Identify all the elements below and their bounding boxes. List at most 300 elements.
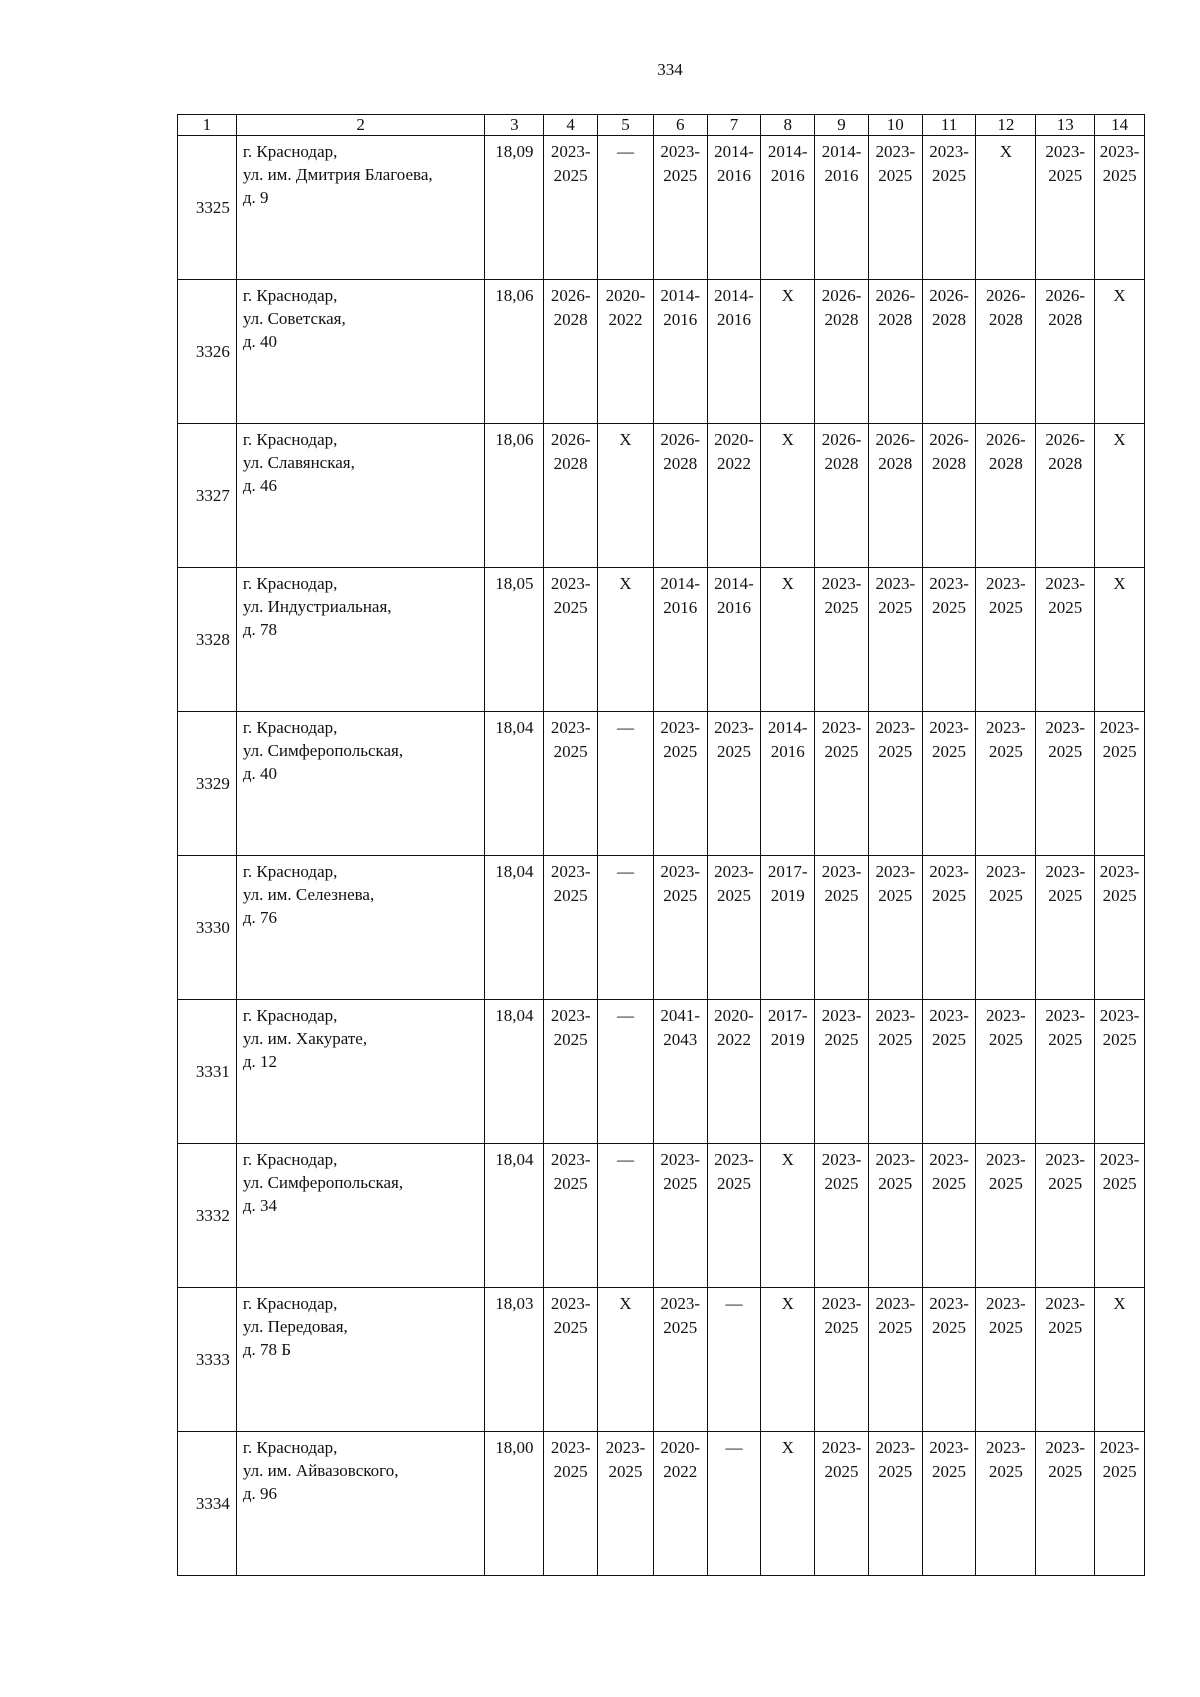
cell-line: 2023- xyxy=(1099,1150,1140,1169)
period-cell-col-14 xyxy=(1095,1432,1145,1576)
cell-line: 2026- xyxy=(1045,430,1086,449)
period-cell-col-6 xyxy=(653,1000,707,1144)
column-header-10: 10 xyxy=(868,115,922,136)
period-cell-col-10 xyxy=(868,856,922,1000)
address-line: ул. Симферопольская, xyxy=(242,1173,404,1192)
period-cell-col-13 xyxy=(1036,1288,1095,1432)
period-cell-col-8 xyxy=(761,712,815,856)
table-row xyxy=(178,568,1145,712)
address-line: г. Краснодар, xyxy=(242,142,338,161)
cell-line: 2023- xyxy=(821,1006,862,1025)
cell-line: 2025 xyxy=(553,1174,588,1193)
area-cell: 18,04 xyxy=(485,1144,544,1288)
address-line: г. Краснодар, xyxy=(242,574,338,593)
period-cell-col-5 xyxy=(598,856,654,1000)
cell-line: 2014- xyxy=(714,142,754,161)
cell-line: 2023- xyxy=(1045,862,1086,881)
cell-line: 2025 xyxy=(878,1462,913,1481)
cell-line: 2026- xyxy=(929,286,969,305)
cell-line: 2023- xyxy=(929,862,969,881)
address-line: д. 78 xyxy=(242,620,277,639)
cell-line: 2025 xyxy=(932,742,967,761)
period-cell-col-4 xyxy=(544,136,598,280)
cell-line: 2026- xyxy=(875,430,916,449)
period-cell-col-10 xyxy=(868,1432,922,1576)
cell-line: 2023- xyxy=(1099,1006,1140,1025)
row-number: 3333 xyxy=(178,1288,237,1432)
cell-line: 2023- xyxy=(821,862,862,881)
period-cell-col-9 xyxy=(815,856,869,1000)
cell-line: 2025 xyxy=(663,742,698,761)
cell-line: 2023- xyxy=(1099,142,1140,161)
area-cell: 18,06 xyxy=(485,280,544,424)
period-cell-col-12 xyxy=(976,1144,1036,1288)
cell-line: — xyxy=(616,142,634,161)
period-cell-col-6 xyxy=(653,1144,707,1288)
row-number: 3330 xyxy=(178,856,237,1000)
cell-line: 2023- xyxy=(1099,862,1140,881)
cell-line: X xyxy=(619,574,632,593)
period-cell-col-6 xyxy=(653,136,707,280)
area-cell: 18,09 xyxy=(485,136,544,280)
period-cell-col-5 xyxy=(598,280,654,424)
cell-line: 2016 xyxy=(663,310,698,329)
period-cell-col-14 xyxy=(1095,1000,1145,1144)
cell-line: 2023- xyxy=(821,1294,862,1313)
cell-line: 2023- xyxy=(821,1438,862,1457)
period-cell-col-5 xyxy=(598,568,654,712)
cell-line: 2023- xyxy=(714,1150,754,1169)
cell-line: 2025 xyxy=(824,742,859,761)
period-cell-col-13 xyxy=(1036,1144,1095,1288)
period-cell-col-4 xyxy=(544,1288,598,1432)
period-cell-col-7 xyxy=(707,568,761,712)
cell-line: 2023- xyxy=(986,574,1026,593)
cell-line: 2025 xyxy=(553,1030,588,1049)
cell-line: 2025 xyxy=(878,1030,913,1049)
cell-line: 2028 xyxy=(988,454,1023,473)
cell-line: 2025 xyxy=(553,598,588,617)
cell-line: 2023- xyxy=(550,1438,591,1457)
address-cell xyxy=(236,424,485,568)
row-number: 3334 xyxy=(178,1432,237,1576)
period-cell-col-14 xyxy=(1095,280,1145,424)
cell-line: X xyxy=(1113,286,1126,305)
period-cell-col-13 xyxy=(1036,856,1095,1000)
cell-line: 2028 xyxy=(553,310,588,329)
cell-line: 2028 xyxy=(824,454,859,473)
cell-line: 2023- xyxy=(1045,1438,1086,1457)
address-line: ул. Индустриальная, xyxy=(242,597,392,616)
cell-line: X xyxy=(1113,1294,1126,1313)
cell-line: 2014- xyxy=(767,718,808,737)
cell-line: 2028 xyxy=(878,310,913,329)
cell-line: 2025 xyxy=(553,1462,588,1481)
column-header-11: 11 xyxy=(922,115,976,136)
cell-line: 2025 xyxy=(1048,598,1083,617)
cell-line: 2025 xyxy=(932,598,967,617)
cell-line: 2025 xyxy=(1048,742,1083,761)
cell-line: 2025 xyxy=(878,1174,913,1193)
area-cell: 18,06 xyxy=(485,424,544,568)
page-number: 334 xyxy=(657,60,683,79)
period-cell-col-5 xyxy=(598,1288,654,1432)
cell-line: 2023- xyxy=(875,1438,916,1457)
cell-line: 2023- xyxy=(550,862,591,881)
period-cell-col-9 xyxy=(815,568,869,712)
cell-line: 2016 xyxy=(770,742,805,761)
column-header-3: 3 xyxy=(485,115,544,136)
cell-line: 2025 xyxy=(932,1462,967,1481)
period-cell-col-8 xyxy=(761,1432,815,1576)
period-cell-col-14 xyxy=(1095,424,1145,568)
cell-line: 2025 xyxy=(1048,1030,1083,1049)
cell-line: 2026- xyxy=(986,430,1026,449)
table-row xyxy=(178,1144,1145,1288)
area-cell: 18,03 xyxy=(485,1288,544,1432)
period-cell-col-10 xyxy=(868,1000,922,1144)
period-cell-col-10 xyxy=(868,136,922,280)
period-cell-col-11 xyxy=(922,712,976,856)
cell-line: X xyxy=(999,142,1012,161)
cell-line: 2022 xyxy=(608,310,643,329)
cell-line: 2023- xyxy=(1045,142,1086,161)
cell-line: X xyxy=(781,430,794,449)
period-cell-col-8 xyxy=(761,136,815,280)
cell-line: 2023- xyxy=(821,574,862,593)
cell-line: 2028 xyxy=(878,454,913,473)
cell-line: 2025 xyxy=(663,1318,698,1337)
area-cell: 18,04 xyxy=(485,712,544,856)
cell-line: 2025 xyxy=(932,166,967,185)
cell-line: 2023- xyxy=(1045,1150,1086,1169)
address-line: д. 40 xyxy=(242,332,277,351)
period-cell-col-14 xyxy=(1095,568,1145,712)
period-cell-col-10 xyxy=(868,280,922,424)
cell-line: 2026- xyxy=(821,286,862,305)
period-cell-col-11 xyxy=(922,424,976,568)
period-cell-col-12 xyxy=(976,1288,1036,1432)
area-cell: 18,00 xyxy=(485,1432,544,1576)
period-cell-col-11 xyxy=(922,1432,976,1576)
period-cell-col-8 xyxy=(761,1000,815,1144)
table-row xyxy=(178,280,1145,424)
period-cell-col-4 xyxy=(544,424,598,568)
cell-line: 2025 xyxy=(824,1318,859,1337)
cell-line: 2023- xyxy=(875,1150,916,1169)
column-header-14: 14 xyxy=(1095,115,1145,136)
cell-line: 2023- xyxy=(660,1150,701,1169)
cell-line: 2014- xyxy=(767,142,808,161)
cell-line: 2023- xyxy=(986,1438,1026,1457)
cell-line: 2023- xyxy=(929,1294,969,1313)
cell-line: 2023- xyxy=(986,1006,1026,1025)
column-header-4: 4 xyxy=(544,115,598,136)
period-cell-col-8 xyxy=(761,1144,815,1288)
cell-line: — xyxy=(616,718,634,737)
cell-line: 2023- xyxy=(714,718,754,737)
period-cell-col-8 xyxy=(761,280,815,424)
cell-line: — xyxy=(616,1006,634,1025)
cell-line: 2026- xyxy=(660,430,701,449)
period-cell-col-4 xyxy=(544,1000,598,1144)
cell-line: 2023- xyxy=(550,1294,591,1313)
cell-line: 2025 xyxy=(988,598,1023,617)
cell-line: 2020- xyxy=(714,430,754,449)
address-cell xyxy=(236,856,485,1000)
address-line: ул. им. Дмитрия Благоева, xyxy=(242,165,433,184)
cell-line: 2043 xyxy=(663,1030,698,1049)
cell-line: 2025 xyxy=(553,166,588,185)
period-cell-col-12 xyxy=(976,712,1036,856)
cell-line: 2023- xyxy=(1045,574,1086,593)
address-line: д. 76 xyxy=(242,908,277,927)
row-number: 3326 xyxy=(178,280,237,424)
cell-line: 2023- xyxy=(550,574,591,593)
area-cell: 18,04 xyxy=(485,1000,544,1144)
cell-line: 2016 xyxy=(663,598,698,617)
cell-line: 2022 xyxy=(663,1462,698,1481)
period-cell-col-13 xyxy=(1036,1000,1095,1144)
cell-line: 2026- xyxy=(550,286,591,305)
cell-line: 2028 xyxy=(1048,454,1083,473)
period-cell-col-5 xyxy=(598,136,654,280)
cell-line: 2020- xyxy=(605,286,646,305)
cell-line: 2014- xyxy=(660,574,701,593)
period-cell-col-5 xyxy=(598,1432,654,1576)
address-cell xyxy=(236,1288,485,1432)
period-cell-col-9 xyxy=(815,280,869,424)
period-cell-col-8 xyxy=(761,856,815,1000)
table-row xyxy=(178,1432,1145,1576)
period-cell-col-14 xyxy=(1095,1144,1145,1288)
cell-line: X xyxy=(781,1294,794,1313)
period-cell-col-14 xyxy=(1095,136,1145,280)
cell-line: — xyxy=(725,1294,743,1313)
address-line: д. 96 xyxy=(242,1484,277,1503)
cell-line: 2025 xyxy=(716,742,751,761)
cell-line: 2026- xyxy=(550,430,591,449)
cell-line: 2025 xyxy=(553,1318,588,1337)
cell-line: 2025 xyxy=(988,1174,1023,1193)
period-cell-col-7 xyxy=(707,1000,761,1144)
cell-line: 2026- xyxy=(875,286,916,305)
period-cell-col-12 xyxy=(976,136,1036,280)
cell-line: 2025 xyxy=(988,742,1023,761)
cell-line: 2017- xyxy=(767,862,808,881)
cell-line: 2028 xyxy=(932,454,967,473)
address-cell xyxy=(236,280,485,424)
period-cell-col-12 xyxy=(976,1000,1036,1144)
cell-line: 2023- xyxy=(986,862,1026,881)
address-line: г. Краснодар, xyxy=(242,286,338,305)
period-cell-col-13 xyxy=(1036,568,1095,712)
cell-line: 2016 xyxy=(716,598,751,617)
period-cell-col-10 xyxy=(868,424,922,568)
period-cell-col-4 xyxy=(544,1144,598,1288)
table-row xyxy=(178,712,1145,856)
period-cell-col-6 xyxy=(653,568,707,712)
cell-line: 2025 xyxy=(1102,1462,1137,1481)
column-header-9: 9 xyxy=(815,115,869,136)
address-line: ул. им. Хакурате, xyxy=(242,1029,368,1048)
period-cell-col-13 xyxy=(1036,712,1095,856)
cell-line: 2026- xyxy=(986,286,1026,305)
cell-line: 2023- xyxy=(714,862,754,881)
row-number: 3328 xyxy=(178,568,237,712)
cell-line: 2023- xyxy=(986,1150,1026,1169)
cell-line: 2025 xyxy=(1048,1174,1083,1193)
table-row xyxy=(178,856,1145,1000)
period-cell-col-9 xyxy=(815,712,869,856)
cell-line: 2025 xyxy=(1048,1318,1083,1337)
period-cell-col-10 xyxy=(868,568,922,712)
cell-line: 2023- xyxy=(929,142,969,161)
period-cell-col-4 xyxy=(544,568,598,712)
period-cell-col-7 xyxy=(707,1288,761,1432)
period-cell-col-10 xyxy=(868,1288,922,1432)
cell-line: X xyxy=(1113,430,1126,449)
table-row xyxy=(178,424,1145,568)
cell-line: X xyxy=(619,430,632,449)
period-cell-col-11 xyxy=(922,1288,976,1432)
period-cell-col-9 xyxy=(815,1144,869,1288)
period-cell-col-6 xyxy=(653,712,707,856)
cell-line: X xyxy=(781,1438,794,1457)
period-cell-col-14 xyxy=(1095,712,1145,856)
period-cell-col-6 xyxy=(653,1432,707,1576)
cell-line: 2026- xyxy=(1045,286,1086,305)
cell-line: 2023- xyxy=(929,718,969,737)
table-row xyxy=(178,136,1145,280)
cell-line: 2023- xyxy=(1045,718,1086,737)
period-cell-col-8 xyxy=(761,424,815,568)
cell-line: 2014- xyxy=(714,574,754,593)
address-line: г. Краснодар, xyxy=(242,718,338,737)
cell-line: 2023- xyxy=(929,1150,969,1169)
period-cell-col-13 xyxy=(1036,280,1095,424)
period-cell-col-11 xyxy=(922,568,976,712)
cell-line: 2025 xyxy=(1102,1030,1137,1049)
cell-line: 2023- xyxy=(875,142,916,161)
period-cell-col-11 xyxy=(922,1000,976,1144)
cell-line: 2023- xyxy=(821,1150,862,1169)
period-cell-col-5 xyxy=(598,712,654,856)
address-line: д. 34 xyxy=(242,1196,277,1215)
cell-line: 2025 xyxy=(663,1174,698,1193)
column-header-5: 5 xyxy=(598,115,654,136)
cell-line: 2028 xyxy=(932,310,967,329)
period-cell-col-12 xyxy=(976,568,1036,712)
cell-line: 2025 xyxy=(716,886,751,905)
column-header-1: 1 xyxy=(178,115,237,136)
cell-line: X xyxy=(781,1150,794,1169)
cell-line: 2023- xyxy=(929,574,969,593)
area-cell: 18,05 xyxy=(485,568,544,712)
cell-line: 2023- xyxy=(1045,1294,1086,1313)
cell-line: 2028 xyxy=(988,310,1023,329)
cell-line: 2025 xyxy=(878,886,913,905)
row-number: 3332 xyxy=(178,1144,237,1288)
cell-line: 2023- xyxy=(821,718,862,737)
cell-line: 2023- xyxy=(1099,1438,1140,1457)
cell-line: 2014- xyxy=(714,286,754,305)
cell-line: — xyxy=(725,1438,743,1457)
cell-line: 2025 xyxy=(553,886,588,905)
cell-line: 2022 xyxy=(716,1030,751,1049)
cell-line: 2025 xyxy=(878,1318,913,1337)
period-cell-col-4 xyxy=(544,1432,598,1576)
period-cell-col-9 xyxy=(815,1432,869,1576)
cell-line: 2023- xyxy=(929,1438,969,1457)
period-cell-col-6 xyxy=(653,1288,707,1432)
cell-line: 2028 xyxy=(553,454,588,473)
cell-line: 2025 xyxy=(988,1462,1023,1481)
cell-line: 2016 xyxy=(770,166,805,185)
table-header-row xyxy=(178,115,1145,136)
address-cell xyxy=(236,1432,485,1576)
address-line: г. Краснодар, xyxy=(242,1150,338,1169)
table-row xyxy=(178,1000,1145,1144)
cell-line: 2023- xyxy=(875,1006,916,1025)
cell-line: 2026- xyxy=(821,430,862,449)
address-line: д. 12 xyxy=(242,1052,277,1071)
cell-line: 2028 xyxy=(824,310,859,329)
address-line: г. Краснодар, xyxy=(242,1006,338,1025)
address-cell xyxy=(236,1000,485,1144)
cell-line: 2016 xyxy=(716,166,751,185)
address-line: ул. Советская, xyxy=(242,309,346,328)
period-cell-col-11 xyxy=(922,856,976,1000)
cell-line: 2023- xyxy=(1099,718,1140,737)
cell-line: 2019 xyxy=(770,886,805,905)
column-header-7: 7 xyxy=(707,115,761,136)
cell-line: X xyxy=(781,574,794,593)
row-number: 3329 xyxy=(178,712,237,856)
cell-line: 2023- xyxy=(875,574,916,593)
column-header-12: 12 xyxy=(976,115,1036,136)
cell-line: X xyxy=(781,286,794,305)
address-cell xyxy=(236,712,485,856)
address-line: д. 46 xyxy=(242,476,277,495)
cell-line: 2025 xyxy=(824,1462,859,1481)
cell-line: 2025 xyxy=(1102,886,1137,905)
cell-line: 2023- xyxy=(929,1006,969,1025)
cell-line: 2017- xyxy=(767,1006,808,1025)
row-number: 3325 xyxy=(178,136,237,280)
period-cell-col-4 xyxy=(544,712,598,856)
column-header-2: 2 xyxy=(236,115,485,136)
column-header-8: 8 xyxy=(761,115,815,136)
cell-line: 2025 xyxy=(1102,1174,1137,1193)
period-cell-col-8 xyxy=(761,568,815,712)
cell-line: 2023- xyxy=(875,862,916,881)
cell-line: 2025 xyxy=(878,742,913,761)
cell-line: 2023- xyxy=(550,142,591,161)
period-cell-col-13 xyxy=(1036,136,1095,280)
period-cell-col-10 xyxy=(868,1144,922,1288)
cell-line: 2025 xyxy=(988,1318,1023,1337)
cell-line: 2025 xyxy=(608,1462,643,1481)
address-line: ул. Симферопольская, xyxy=(242,741,404,760)
cell-line: 2025 xyxy=(824,1174,859,1193)
period-cell-col-6 xyxy=(653,856,707,1000)
cell-line: 2026- xyxy=(929,430,969,449)
cell-line: 2041- xyxy=(660,1006,701,1025)
cell-line: 2023- xyxy=(660,142,701,161)
period-cell-col-5 xyxy=(598,424,654,568)
period-cell-col-8 xyxy=(761,1288,815,1432)
